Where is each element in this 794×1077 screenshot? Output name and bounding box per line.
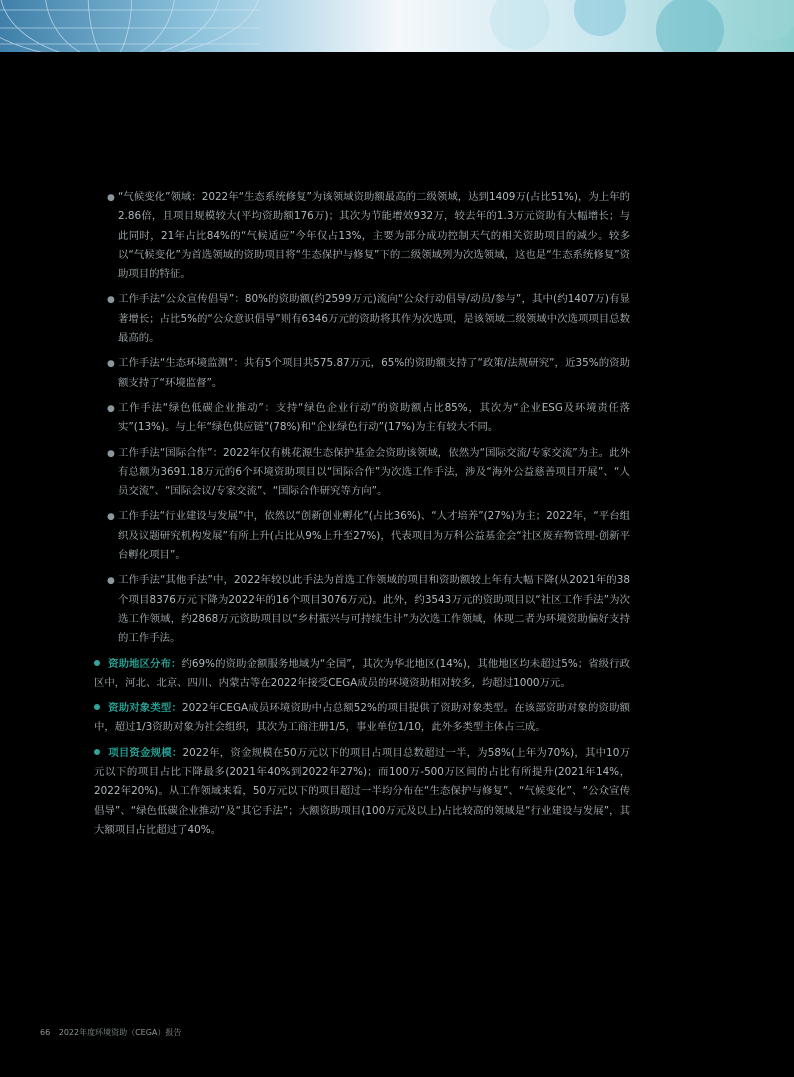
page-footer <box>40 1027 181 1038</box>
bullet-icon: ● <box>107 193 115 203</box>
section-text: 约69%的资助金额服务地域为“全国”，其次为华北地区(14%)，其他地区均未超过5%；省级行政区中，河北、北京、四川、内蒙古等在2022年接受CEGA成员的环境资助相对较多，均超过1000万元。 <box>94 657 630 689</box>
bullet-icon: ● <box>107 295 115 306</box>
section-text: 2022年，资金规模在50万元以下的项目占项目总数超过一半，为58%(上年为70%)，其中10万元以下的项目占比下降最多(2021年40%到2022年27%)；而100万-500万区间的占比有所提升(2021年14%，2022年20%)。从工作领域来看，50万元以下的项目超过一半均分布在“生态保护与修复”、“气候变化”、“公众宣传倡导”、“绿色低碳企业推动”及“其它手法”；大额资助项目(100万元及以上)占比较高的领域是“行业建设与发展”，其大额项目占比超过了40%。 <box>94 746 631 836</box>
list-item-text: 工作手法“国际合作”：2022年仅有桃花源生态保护基金会资助该领域，依然为“国际交流/专家交流”为主。此外有总额为3691.18万元的6个环境资助项目以“国际合作”为次选工作手法，涉及“海外公益慈善项目开展”、“人员交流”、“国际会议/专家交流”、“国际合作研究等方向”。 <box>118 446 630 498</box>
bullet-icon: ● <box>107 359 115 370</box>
section-item <box>90 655 630 694</box>
section-label: 资助地区分布： <box>108 657 182 670</box>
section-text: 2022年CEGA成员环境资助中占总额52%的项目提供了资助对象类型。在该部资助对象的资助额中，超过1/3资助对象为社会组织，其次为工商注册1/5，事业单位1/10，此外多类型主体占三成。 <box>94 702 631 734</box>
list-item-text: 工作手法“行业建设与发展”中，依然以“创新创业孵化”(占比36%)、“人才培养”(27%)为主；2022年，“平台组织及议题研究机构发展”有所上升(占比从9%上升至27%)，代表项目为万科公益基金会“社区废弃物管理-创新平台孵化项目”。 <box>118 510 630 562</box>
page-number: 66 <box>40 1028 51 1037</box>
list-item <box>96 188 630 284</box>
bullet-icon: ● <box>107 512 115 523</box>
bullet-icon <box>94 749 100 755</box>
list-item <box>96 507 630 565</box>
section-label: 项目资金规模： <box>108 746 183 759</box>
globe-graphic <box>0 0 794 52</box>
section-label: 资助对象类型： <box>108 702 182 715</box>
list-item-text: 工作手法“公众宣传倡导”：80%的资助额(约2599万元)流向“公众行动倡导/动员/参与”，其中(约1407万)有显著增长；占比5%的“公众意识倡导”则有6346万元的资助将其作为次选项，是该领域二级领域中次选项项目总数最高的。 <box>118 293 630 345</box>
bullet-icon: ● <box>107 448 115 459</box>
bullet-icon: ● <box>107 576 115 587</box>
list-item-text: 工作手法“生态环境监测”：共有5个项目共575.87万元，65%的资助额支持了“政策/法规研究”，近35%的资助额支持了“环境监督”。 <box>118 357 630 389</box>
list-item-text: 工作手法“其他手法”中，2022年较以此手法为首选工作领域的项目和资助额较上年有大幅下降(从2021年的38个项目8376万元下降为2022年的16个项目3076万元)。此外，约3543万元的资助项目以“社区工作手法”为次选工作领域，约2868万元资助项目以“乡村振兴与可持续生计”为次选工作领域，体现二者为环境资助偏好支持的工作手法。 <box>118 574 630 645</box>
bullet-icon <box>94 704 100 710</box>
list-item <box>96 571 630 648</box>
section-item <box>90 744 630 840</box>
header-banner <box>0 0 794 52</box>
list-item <box>96 399 630 438</box>
bullet-icon <box>94 660 100 666</box>
list-item <box>96 354 630 393</box>
list-item <box>96 444 630 502</box>
list-item <box>96 290 630 348</box>
bullet-icon: ● <box>107 403 115 414</box>
footer-title: 2022年度环境资助（CEGA）报告 <box>58 1028 182 1037</box>
list-item-text: 工作手法“绿色低碳企业推动”：支持“绿色企业行动”的资助额占比85%，其次为“企业ESG及环境责任落实”(13%)。与上年“绿色供应链”(78%)和“企业绿色行动”(17%)为主有较大不同。 <box>118 401 630 434</box>
section-item <box>90 699 630 738</box>
report-body <box>96 188 630 846</box>
list-item-text: “气候变化”领域：2022年“生态系统修复”为该领域资助额最高的二级领域，达到1409万(占比51%)，为上年的2.86倍，且项目规模较大(平均资助额176万)；其次为节能增效932万，较去年的1.3万元资助有大幅增长；与此同时，21年占比84%的“气候适应”今年仅占13%，主要为部分成功控制天气的相关资助项目的减少。较多以“气候变化”为首选领域的资助项目将“生态保护与修复”下的二级领域列为次选领域，这也是“生态系统修复”资助项目的特征。 <box>118 191 630 281</box>
